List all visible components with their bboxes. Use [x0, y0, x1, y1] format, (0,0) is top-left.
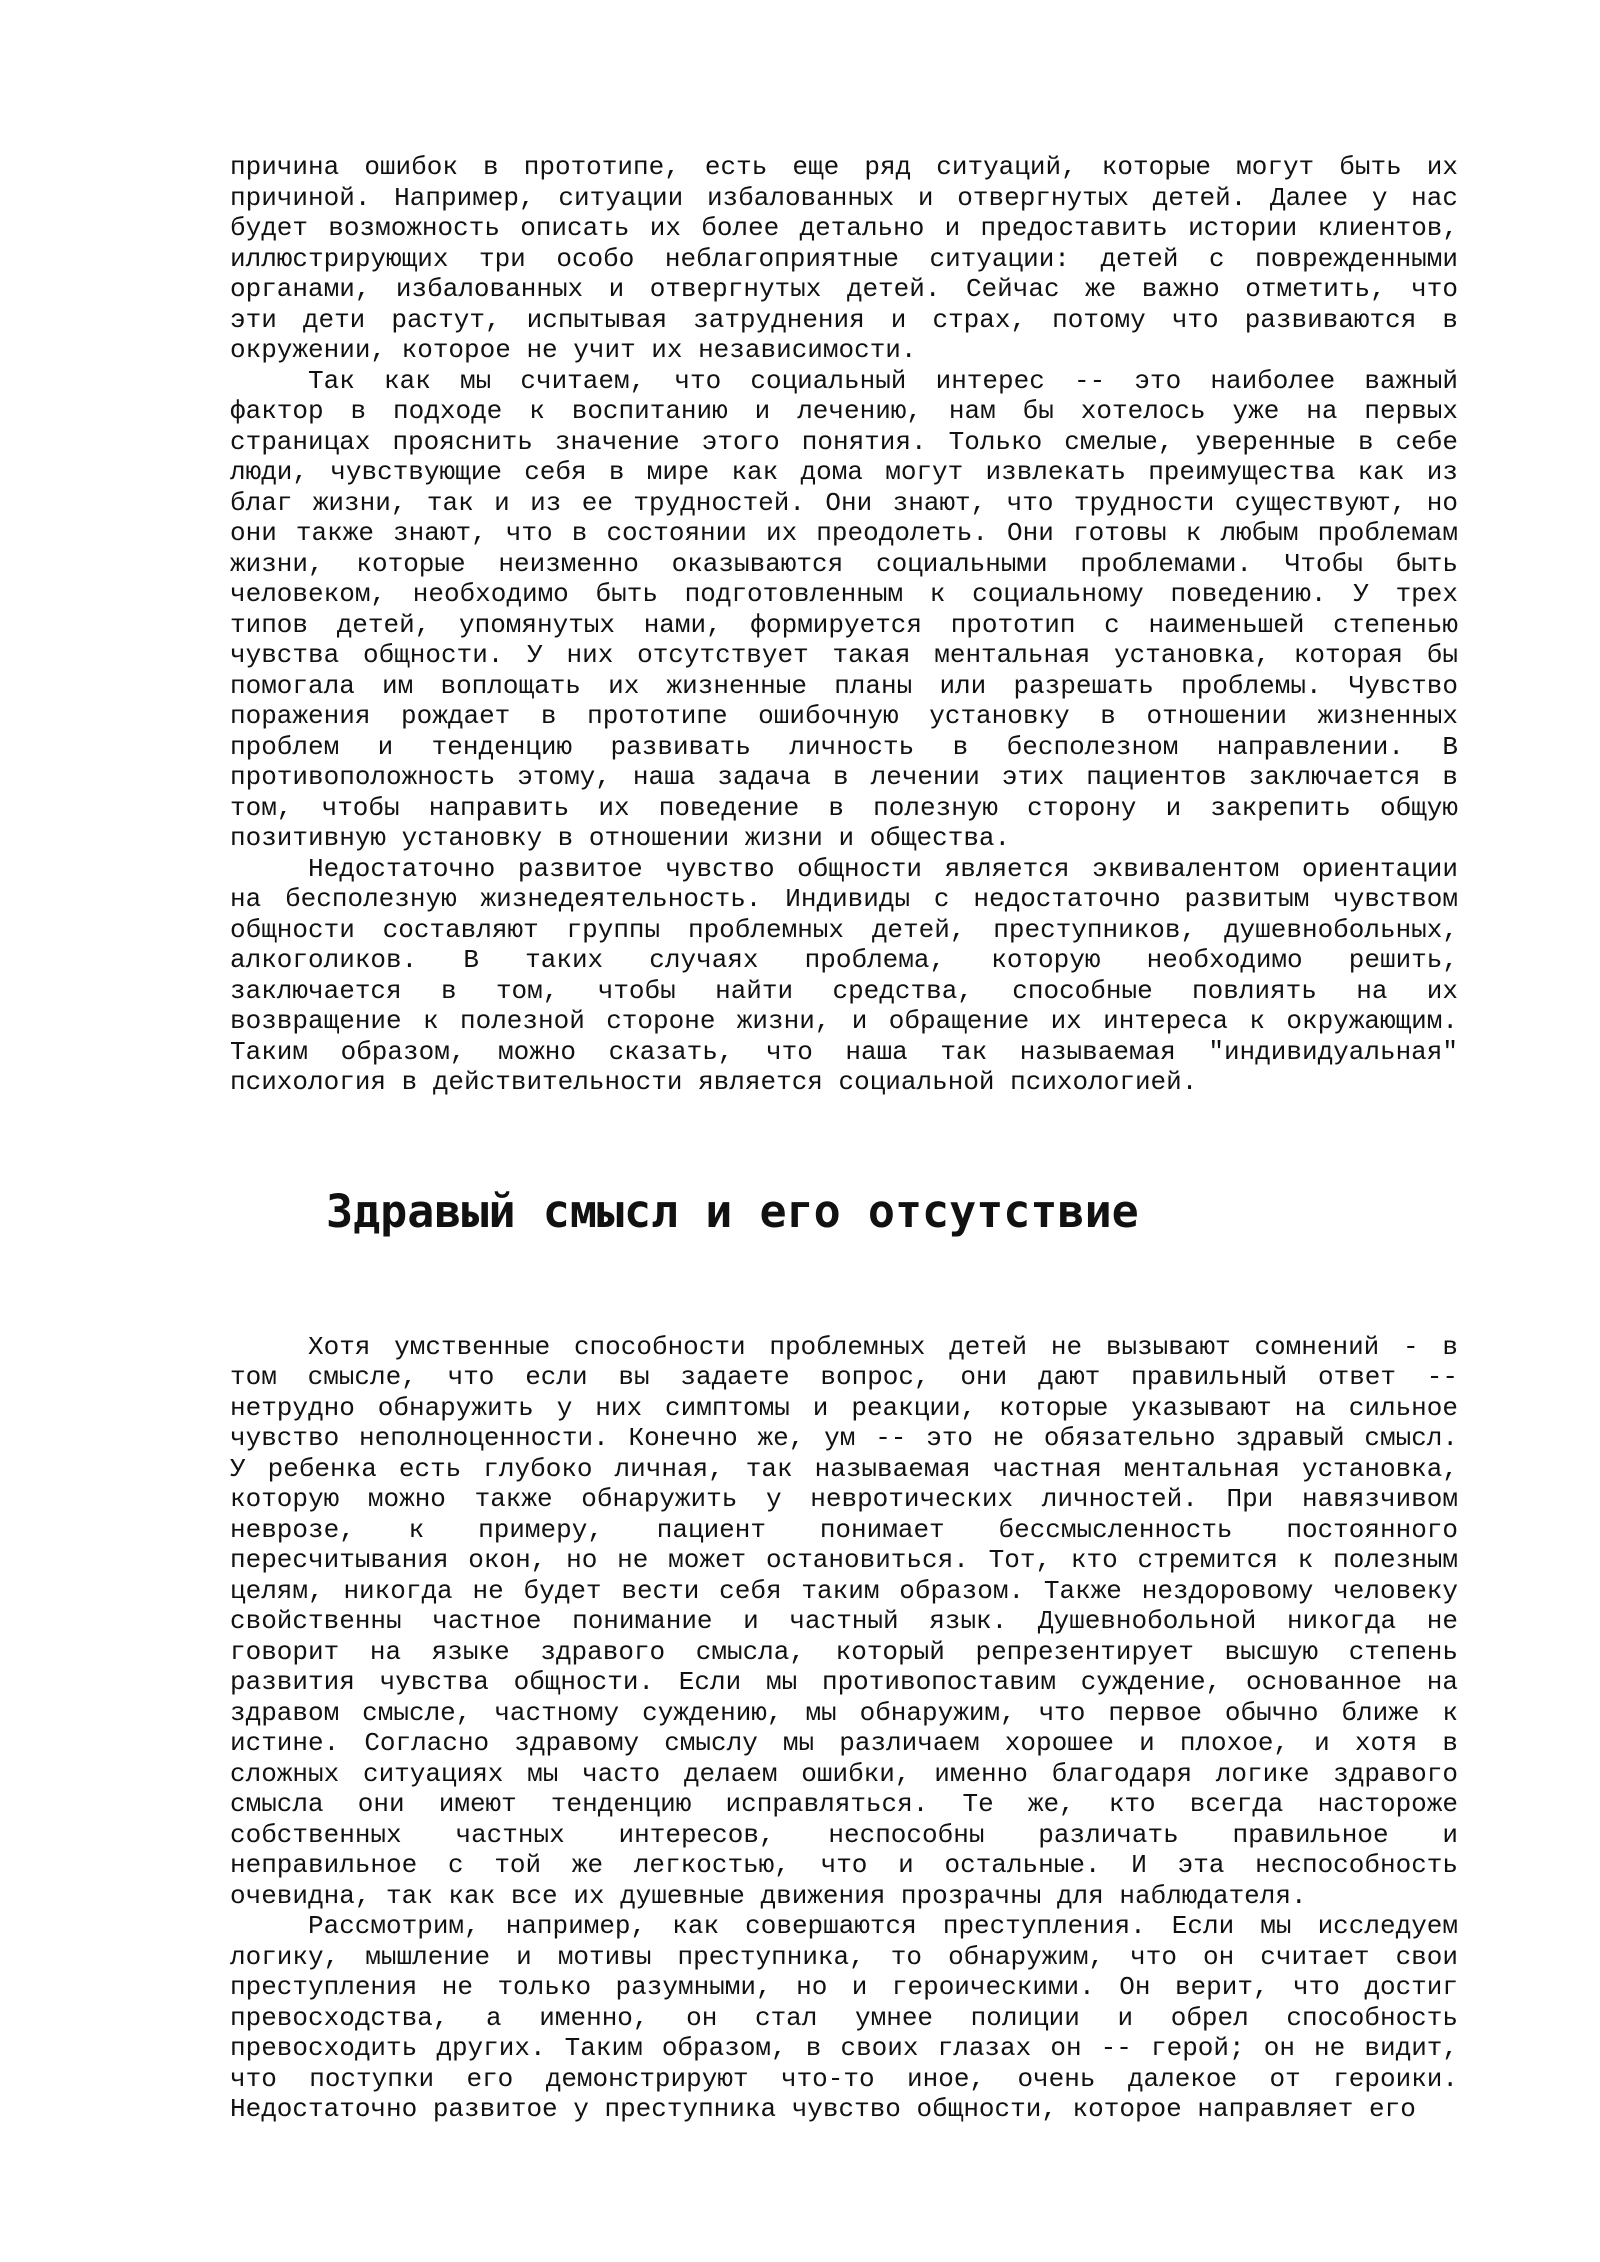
text-line: истине. Согласно здравому смыслу мы различаем хорошее и плохое, и хотя в	[230, 1728, 1458, 1758]
text-line: свойственны частное понимание и частный язык. Душевнобольной никогда не	[230, 1606, 1458, 1636]
text-line: психология в действительности является социальной психологией.	[230, 1067, 1198, 1097]
text-line: возвращение к полезной стороне жизни, и обращение их интереса к окружающим.	[230, 1006, 1458, 1036]
text-line: что поступки его демонстрируют что-то иное, очень далекое от героики.	[230, 2063, 1458, 2094]
text-line: люди, чувствующие себя в мире как дома могут извлекать преимущества как из	[230, 457, 1458, 487]
text-line: превосходить других. Таким образом, в своих глазах он -- герой; он не видит,	[230, 2033, 1458, 2063]
text-line: том, чтобы направить их поведение в полезную сторону и закрепить общую	[230, 792, 1458, 823]
text-line: страницах прояснить значение этого понятия. Только смелые, уверенные в себе	[230, 426, 1458, 457]
text-line: поражения рождает в прототипе ошибочную установку в отношении жизненных	[230, 701, 1458, 731]
text-line: причиной. Например, ситуации избалованных и отвергнутых детей. Далее у нас	[230, 182, 1458, 213]
paragraph	[230, 1911, 1458, 2125]
text-line: алкоголиков. В таких случаях проблема, которую необходимо решить,	[230, 945, 1458, 975]
text-line: помогала им воплощать их жизненные планы или разрешать проблемы. Чувство	[230, 670, 1458, 701]
text-line: очевидна, так как все их душевные движения прозрачны для наблюдателя.	[230, 1880, 1307, 1911]
text-line: эти дети растут, испытывая затруднения и страх, потому что развиваются в	[230, 304, 1458, 335]
spacer	[230, 1242, 1458, 1332]
text-line: Так как мы считаем, что социальный интерес -- это наиболее важный	[308, 365, 1458, 396]
text-line: нетрудно обнаружить у них симптомы и реакции, которые указывают на сильное	[230, 1392, 1458, 1423]
text-line: жизни, которые неизменно оказываются социальными проблемами. Чтобы быть	[230, 548, 1458, 579]
text-line: неправильное с той же легкостью, что и остальные. И эта неспособность	[230, 1850, 1458, 1880]
text-line: развития чувства общности. Если мы противопоставим суждение, основанное на	[230, 1667, 1458, 1697]
paragraph	[230, 152, 1458, 366]
text-line: У ребенка есть глубоко личная, так называемая частная ментальная установка,	[230, 1453, 1458, 1484]
section-1-body	[230, 152, 1458, 1098]
text-line: пересчитывания окон, но не может остановиться. Тот, кто стремится к полезным	[230, 1545, 1458, 1575]
text-line: проблем и тенденцию развивать личность в бесполезном направлении. В	[230, 731, 1458, 762]
text-line: чувство неполноценности. Конечно же, ум -- это не обязательно здравый смысл.	[230, 1423, 1458, 1453]
text-line: окружении, которое не учит их независимости.	[230, 335, 917, 365]
text-line: целям, никогда не будет вести себя таким образом. Также нездоровому человеку	[230, 1575, 1458, 1606]
text-line: которую можно также обнаружить у невротических личностей. При навязчивом	[230, 1484, 1458, 1514]
text-line: они также знают, что в состоянии их преодолеть. Они готовы к любым проблемам	[230, 518, 1458, 548]
text-line: Рассмотрим, например, как совершаются преступления. Если мы исследуем	[308, 1911, 1458, 1941]
text-line: фактор в подходе к воспитанию и лечению, нам бы хотелось уже на первых	[230, 396, 1458, 426]
text-line: говорит на языке здравого смысла, который репрезентирует высшую степень	[230, 1636, 1458, 1667]
text-line: человеком, необходимо быть подготовленным к социальному поведению. У трех	[230, 579, 1458, 609]
text-line: благ жизни, так и из ее трудностей. Они знают, что трудности существуют, но	[230, 487, 1458, 518]
text-line: общности составляют группы проблемных детей, преступников, душевнобольных,	[230, 914, 1458, 945]
text-line: будет возможность описать их более детально и предоставить истории клиентов,	[230, 213, 1458, 243]
spacer	[230, 1098, 1458, 1182]
paragraph	[230, 366, 1458, 854]
text-line: Недостаточно развитое у преступника чувство общности, которое направляет его	[230, 2094, 1416, 2124]
section-heading: Здравый смысл и его отсутствие	[326, 1184, 1139, 1238]
text-line: на бесполезную жизнедеятельность. Индивиды с недостаточно развитым чувством	[230, 884, 1458, 914]
text-line: противоположность этому, наша задача в лечении этих пациентов заключается в	[230, 762, 1458, 792]
text-line: чувства общности. У них отсутствует такая ментальная установка, которая бы	[230, 640, 1458, 670]
text-line: том смысле, что если вы задаете вопрос, они дают правильный ответ --	[230, 1362, 1458, 1392]
text-line: типов детей, упомянутых нами, формируется прототип с наименьшей степенью	[230, 609, 1458, 640]
text-line: логику, мышление и мотивы преступника, то обнаружим, что он считает свои	[230, 1941, 1458, 1972]
text-line: преступления не только разумными, но и героическими. Он верит, что достиг	[230, 1972, 1458, 2002]
section-2-body	[230, 1332, 1458, 2125]
text-line: неврозе, к примеру, пациент понимает бессмысленность постоянного	[230, 1514, 1458, 1545]
text-line: Хотя умственные способности проблемных детей не вызывают сомнений - в	[308, 1331, 1458, 1362]
text-line: превосходства, а именно, он стал умнее полиции и обрел способность	[230, 2002, 1458, 2033]
text-line: сложных ситуациях мы часто делаем ошибки, именно благодаря логике здравого	[230, 1758, 1458, 1789]
text-line: здравом смысле, частному суждению, мы обнаружим, что первое обычно ближе к	[230, 1697, 1458, 1728]
text-line: позитивную установку в отношении жизни и общества.	[230, 823, 1011, 853]
text-line: Таким образом, можно сказать, что наша так называемая "индивидуальная"	[230, 1036, 1458, 1067]
paragraph	[230, 854, 1458, 1098]
paragraph	[230, 1332, 1458, 1912]
text-line: причина ошибок в прототипе, есть еще ряд ситуаций, которые могут быть их	[230, 152, 1458, 182]
text-line: иллюстрирующих три особо неблагоприятные ситуации: детей с поврежденными	[230, 243, 1458, 274]
text-line: органами, избалованных и отвергнутых детей. Сейчас же важно отметить, что	[230, 274, 1458, 304]
text-line: собственных частных интересов, неспособны различать правильное и	[230, 1819, 1458, 1850]
text-line: заключается в том, чтобы найти средства, способные повлиять на их	[230, 975, 1458, 1006]
document-page	[230, 152, 1458, 2125]
text-line: Недостаточно развитое чувство общности является эквивалентом ориентации	[308, 853, 1458, 884]
text-line: смысла они имеют тенденцию исправляться. Те же, кто всегда настороже	[230, 1789, 1458, 1819]
